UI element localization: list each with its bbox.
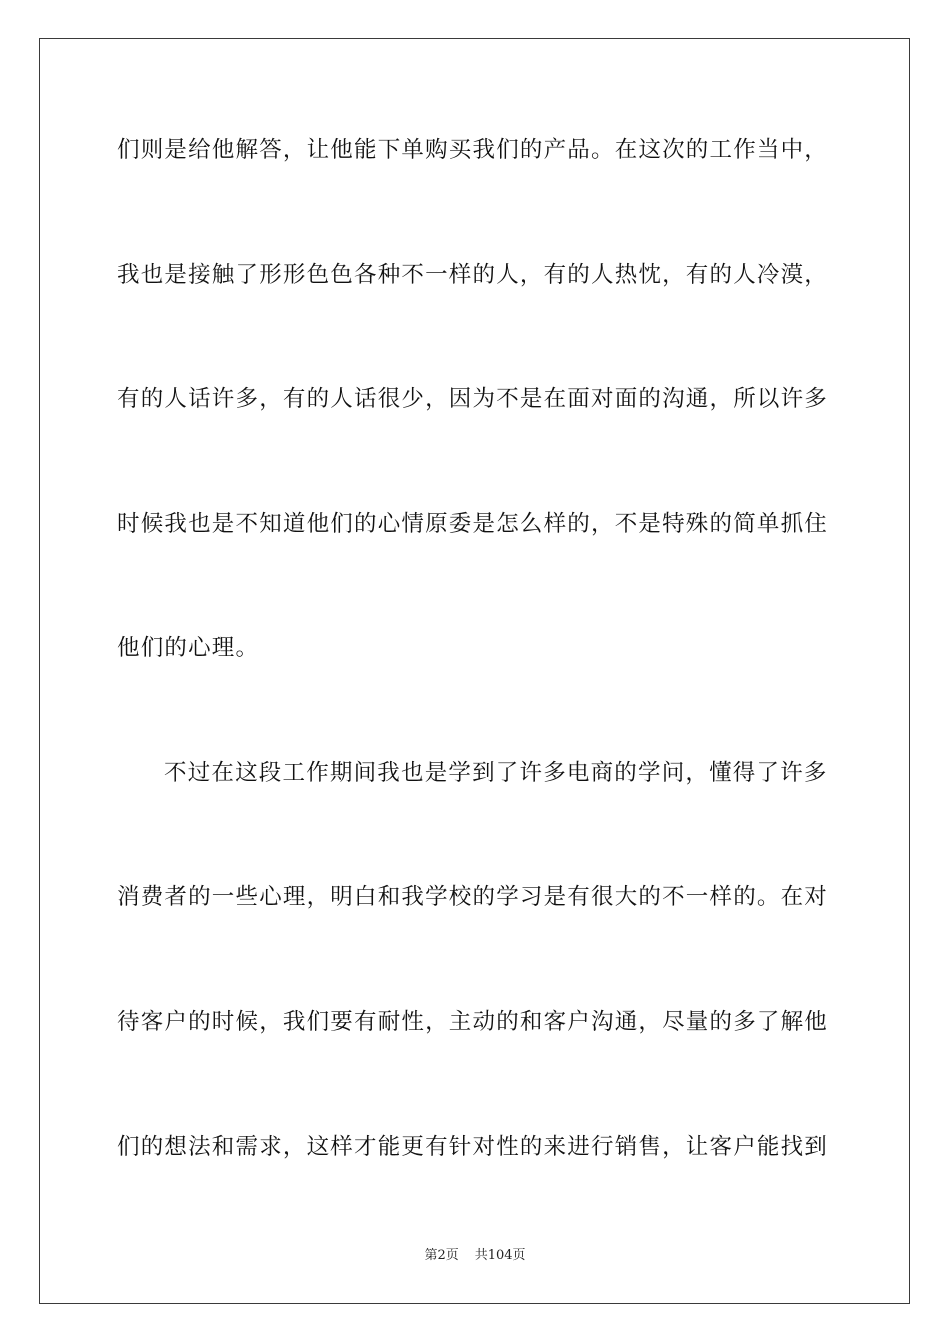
- body-line-3: 有的人话许多，有的人话很少，因为不是在面对面的沟通，所以许多: [117, 386, 829, 412]
- body-line-4: 时候我也是不知道他们的心情原委是怎么样的，不是特殊的简单抓住: [117, 511, 829, 537]
- total-pages: 共104页: [474, 1248, 526, 1263]
- body-line-6-paragraph-start: 不过在这段工作期间我也是学到了许多电商的学问，懂得了许多: [164, 760, 828, 786]
- page-number: 第2页: [424, 1248, 459, 1263]
- page-border: [39, 38, 910, 1304]
- body-line-2: 我也是接触了形形色色各种不一样的人，有的人热忱，有的人冷漠，: [117, 262, 829, 288]
- body-line-1: 们则是给他解答，让他能下单购买我们的产品。在这次的工作当中，: [117, 137, 829, 163]
- body-line-7: 消费者的一些心理，明白和我学校的学习是有很大的不一样的。在对: [117, 884, 829, 910]
- body-line-9: 们的想法和需求，这样才能更有针对性的来进行销售，让客户能找到: [117, 1134, 829, 1160]
- page-footer: [0, 1247, 950, 1265]
- body-line-8: 待客户的时候，我们要有耐性，主动的和客户沟通，尽量的多了解他: [117, 1009, 829, 1035]
- body-line-5: 他们的心理。: [117, 635, 260, 661]
